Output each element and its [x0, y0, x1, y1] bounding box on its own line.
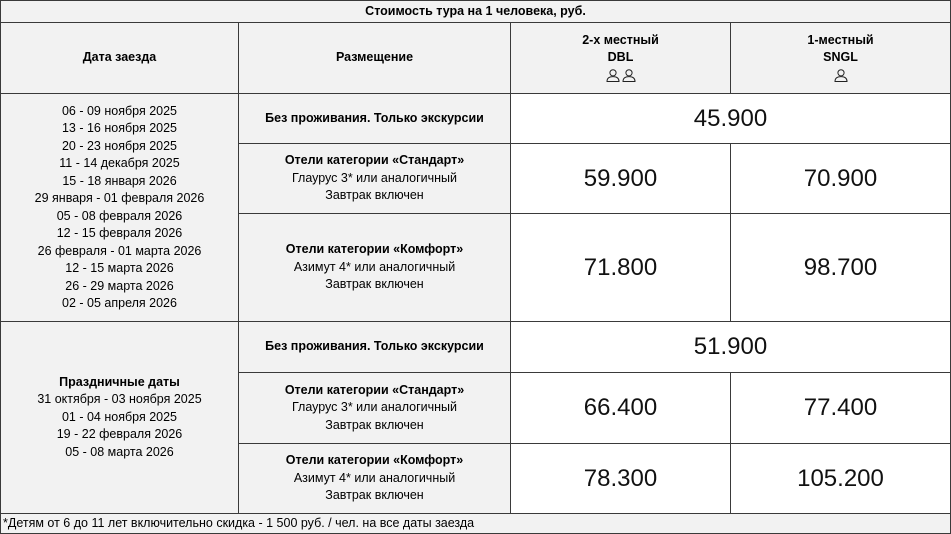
- placement-label: Отели категории «Стандарт»: [284, 153, 465, 168]
- table-title: Стоимость тура на 1 человека, руб.: [1, 1, 950, 22]
- meal-info: Завтрак включен: [325, 277, 424, 292]
- date-range: 02 - 05 апреля 2026: [62, 296, 177, 310]
- placement-no-accommodation: Без проживания. Только экскурсии: [239, 322, 510, 372]
- person-icon: [834, 67, 848, 85]
- placement-standard: [239, 144, 510, 213]
- date-range: 26 февраля - 01 марта 2026: [37, 243, 202, 258]
- price-sngl: 98.700: [731, 214, 950, 321]
- header-sngl: [731, 23, 950, 93]
- meal-info: Завтрак включен: [325, 417, 424, 432]
- date-range: 20 - 23 ноября 2025: [61, 138, 178, 153]
- hotel-name: Азимут 4* или аналогичный: [293, 470, 456, 485]
- date-range: 19 - 22 февраля 2026: [56, 427, 183, 442]
- price-merged: 45.900: [511, 94, 950, 143]
- meal-info: Завтрак включен: [325, 488, 424, 503]
- footer-note: *Детям от 6 до 11 лет включительно скидка - 1 500 руб. / чел. на все даты заезда: [1, 514, 950, 533]
- header-dbl-title: 2-х местный: [582, 32, 659, 47]
- date-range: 01 - 04 ноября 2025: [61, 409, 178, 424]
- hotel-name: Глаурус 3* или аналогичный: [291, 400, 458, 415]
- section-2-dates: [1, 322, 238, 513]
- price-dbl: 59.900: [511, 144, 730, 213]
- price-merged: 51.900: [511, 322, 950, 372]
- date-range: 05 - 08 февраля 2026: [56, 208, 183, 223]
- person-icon: [606, 69, 620, 82]
- date-range: 12 - 15 февраля 2026: [56, 226, 183, 240]
- header-sngl-title: 1-местный: [807, 32, 874, 47]
- person-icon: [622, 69, 636, 82]
- hotel-name: Азимут 4* или аналогичный: [293, 259, 456, 274]
- price-dbl: 66.400: [511, 373, 730, 443]
- date-range: 05 - 08 марта 2026: [65, 444, 174, 459]
- date-range: 06 - 09 ноября 2025: [61, 103, 178, 118]
- date-range: 31 октября - 03 ноября 2025: [37, 392, 202, 407]
- date-range: 29 января - 01 февраля 2026: [34, 191, 205, 205]
- date-range: 13 - 16 ноября 2025: [61, 121, 178, 135]
- date-range: 12 - 15 марта 2026: [65, 261, 174, 275]
- price-dbl: 71.800: [511, 214, 730, 321]
- price-sngl: 77.400: [731, 373, 950, 443]
- placement-comfort: [239, 214, 510, 321]
- hotel-name: Глаурус 3* или аналогичный: [291, 170, 458, 185]
- placement-label: Отели категории «Комфорт»: [285, 242, 464, 257]
- date-range: 15 - 18 января 2026: [62, 173, 177, 188]
- date-range: 11 - 14 декабря 2025: [59, 156, 180, 170]
- two-persons-icon: [606, 67, 636, 85]
- header-placement: Размещение: [239, 23, 510, 93]
- header-dbl: [511, 23, 730, 93]
- header-date: Дата заезда: [1, 23, 238, 93]
- price-sngl: 105.200: [731, 444, 950, 513]
- placement-comfort: [239, 444, 510, 513]
- header-sngl-code: SNGL: [823, 50, 858, 65]
- placement-label: Отели категории «Комфорт»: [285, 453, 464, 468]
- price-sngl: 70.900: [731, 144, 950, 213]
- placement-no-accommodation: Без проживания. Только экскурсии: [239, 94, 510, 143]
- holiday-dates-title: Праздничные даты: [59, 374, 180, 389]
- meal-info: Завтрак включен: [325, 188, 424, 203]
- date-range: 26 - 29 марта 2026: [65, 278, 174, 293]
- header-dbl-code: DBL: [607, 50, 634, 65]
- placement-label: Отели категории «Стандарт»: [284, 382, 465, 397]
- section-1-dates: [1, 94, 238, 321]
- price-dbl: 78.300: [511, 444, 730, 513]
- placement-standard: [239, 373, 510, 443]
